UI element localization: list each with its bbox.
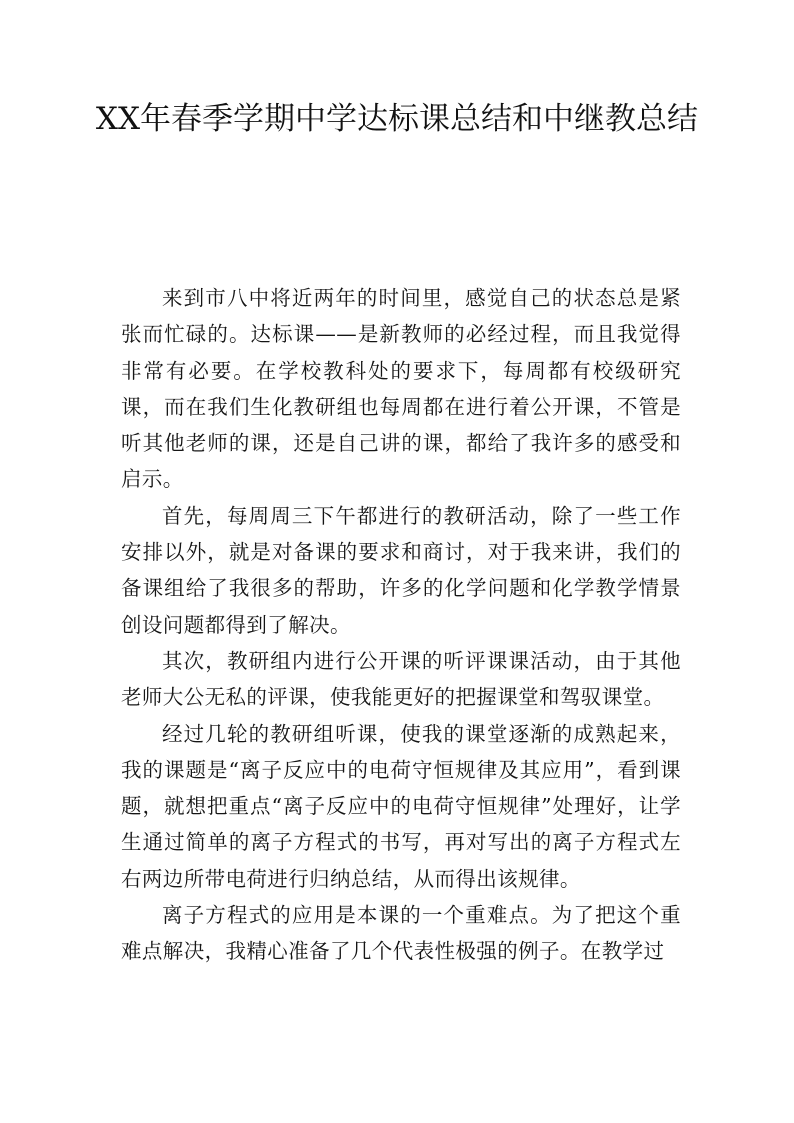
- paragraph-2: 首先，每周周三下午都进行的教研活动，除了一些工作安排以外，就是对备课的要求和商讨，对于我来讲，我们的备课组给了我很多的帮助，许多的化学问题和化学教学情景创设问题都得到了解决。: [121, 503, 681, 637]
- document-body: [121, 280, 681, 970]
- paragraph-5: 离子方程式的应用是本课的一个重难点。为了把这个重难点解决，我精心准备了几个代表性极强的例子。在教学过: [121, 903, 681, 964]
- paragraph-1: 来到市八中将近两年的时间里，感觉自己的状态总是紧张而忙碌的。达标课——是新教师的必经过程，而且我觉得非常有必要。在学校教科处的要求下，每周都有校级研究课，而在我们生化教研组也每周都在进行着公开课，不管是听其他老师的课，还是自己讲的课，都给了我许多的感受和启示。: [121, 286, 681, 492]
- paragraph-4: 经过几轮的教研组听课，使我的课堂逐渐的成熟起来，我的课题是“离子反应中的电荷守恒规律及其应用”，看到课题，就想把重点“离子反应中的电荷守恒规律”处理好，让学生通过简单的离子方程式的书写，再对写出的离子方程式左右两边所带电荷进行归纳总结，从而得出该规律。: [121, 721, 681, 891]
- document-title: XX年春季学期中学达标课总结和中继教总结: [95, 101, 699, 137]
- paragraph-3: 其次，教研组内进行公开课的听评课课活动，由于其他老师大公无私的评课，使我能更好的把握课堂和驾驭课堂。: [121, 648, 681, 710]
